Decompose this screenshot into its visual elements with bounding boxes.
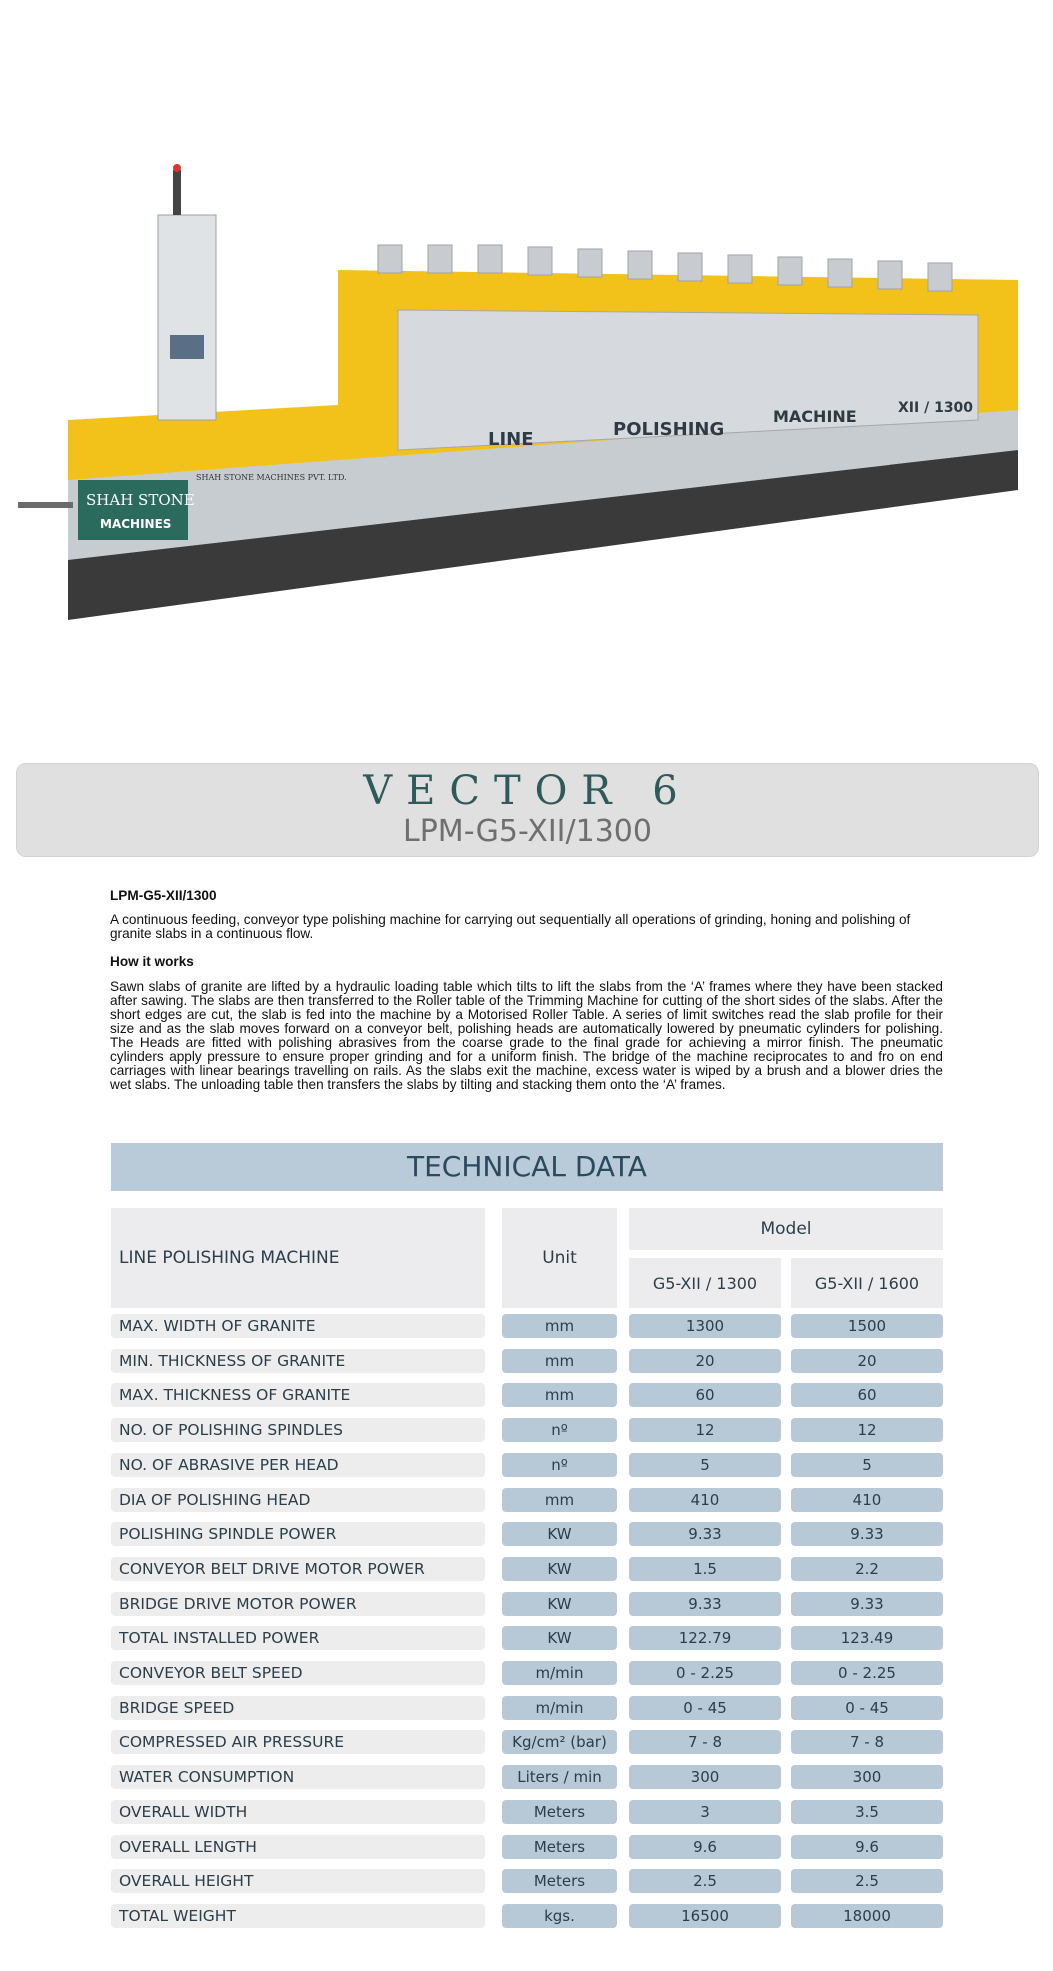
row-unit: kgs. [502,1904,617,1928]
panel-text-polishing: POLISHING [613,419,725,440]
row-value-1600: 300 [791,1765,943,1789]
row-value-1300: 3 [629,1800,781,1824]
header-machine-label: LINE POLISHING MACHINE [111,1208,485,1308]
row-value-1300: 16500 [629,1904,781,1928]
row-value-1600: 7 - 8 [791,1730,943,1754]
header-unit: Unit [502,1208,617,1308]
panel-text-machine: MACHINE [773,407,857,426]
row-label: OVERALL HEIGHT [111,1869,485,1893]
row-unit: KW [502,1522,617,1546]
row-value-1600: 0 - 45 [791,1696,943,1720]
panel-text-model: XII / 1300 [898,400,974,416]
row-unit: m/min [502,1661,617,1685]
row-value-1300: 1.5 [629,1557,781,1581]
row-label: CONVEYOR BELT DRIVE MOTOR POWER [111,1557,485,1581]
company-name: SHAH STONE MACHINES PVT. LTD. [196,473,347,482]
row-unit: Meters [502,1869,617,1893]
row-value-1300: 9.6 [629,1835,781,1859]
how-it-works-text: Sawn slabs of granite are lifted by a hydraulic loading table which tilts to lift the slabs from the ‘A’ frames where they have been stacked after sawing. The slabs are then transferred to the Roller table of the Trimming Machine for cutting of the short sides of the slabs. After the short edges are cut, the slab is fed into the machine by a Motorised Roller Table. A series of limit switches read the slab profile for their size and as the slab moves forward on a conveyor belt, polishing heads are automatically lowered by pneumatic cylinders for polishing. The Heads are fitted with polishing abrasives from the coarse grade to the final grade for achieving a mirror finish. The pneumatic cylinders apply pressure to ensure proper grinding and for a uniform finish. The bridge of the machine reciprocates to and fro on end carriages with linear bearings travelling on rails. As the slabs exit the machine, excess water is wiped by a brush and a blower dries the wet slabs. The unloading table then transfers the slabs by tilting and stacking them onto the ‘A’ frames. [110,979,943,1092]
row-value-1600: 5 [791,1453,943,1477]
row-value-1600: 0 - 2.25 [791,1661,943,1685]
row-label: COMPRESSED AIR PRESSURE [111,1730,485,1754]
logo-text-top: SHAH STONE [86,491,195,509]
row-value-1600: 2.2 [791,1557,943,1581]
row-value-1600: 9.6 [791,1835,943,1859]
model-name: VECTOR 6 [363,768,692,814]
description-code: LPM-G5-XII/1300 [110,888,217,903]
row-unit: Kg/cm² (bar) [502,1730,617,1754]
row-value-1300: 12 [629,1418,781,1442]
row-value-1600: 1500 [791,1314,943,1338]
row-label: CONVEYOR BELT SPEED [111,1661,485,1685]
row-value-1300: 410 [629,1488,781,1512]
row-value-1600: 20 [791,1349,943,1373]
header-col-g5-1600: G5-XII / 1600 [791,1258,943,1308]
row-label: MIN. THICKNESS OF GRANITE [111,1349,485,1373]
row-value-1600: 9.33 [791,1592,943,1616]
model-code: LPM-G5-XII/1300 [403,814,652,849]
row-label: MAX. THICKNESS OF GRANITE [111,1383,485,1407]
row-value-1300: 0 - 45 [629,1696,781,1720]
row-value-1300: 7 - 8 [629,1730,781,1754]
row-unit: mm [502,1383,617,1407]
row-label: BRIDGE SPEED [111,1696,485,1720]
row-unit: mm [502,1349,617,1373]
row-value-1600: 9.33 [791,1522,943,1546]
title-banner [16,763,1039,857]
row-value-1300: 9.33 [629,1522,781,1546]
row-value-1600: 12 [791,1418,943,1442]
machine-illustration [18,150,1038,630]
panel-text-line: LINE [488,429,534,450]
row-value-1300: 122.79 [629,1626,781,1650]
row-unit: KW [502,1557,617,1581]
row-label: BRIDGE DRIVE MOTOR POWER [111,1592,485,1616]
how-it-works-heading: How it works [110,954,194,969]
row-label: NO. OF POLISHING SPINDLES [111,1418,485,1442]
row-unit: Meters [502,1800,617,1824]
row-value-1600: 2.5 [791,1869,943,1893]
technical-data-title: TECHNICAL DATA [111,1143,943,1191]
row-value-1300: 300 [629,1765,781,1789]
row-unit: KW [502,1626,617,1650]
row-unit: mm [502,1488,617,1512]
row-unit: KW [502,1592,617,1616]
row-label: TOTAL INSTALLED POWER [111,1626,485,1650]
logo-text-bottom: MACHINES [100,517,172,531]
row-value-1300: 20 [629,1349,781,1373]
row-value-1600: 123.49 [791,1626,943,1650]
row-value-1300: 60 [629,1383,781,1407]
row-unit: Meters [502,1835,617,1859]
row-unit: mm [502,1314,617,1338]
row-value-1300: 1300 [629,1314,781,1338]
row-unit: nº [502,1453,617,1477]
row-value-1300: 5 [629,1453,781,1477]
row-value-1600: 410 [791,1488,943,1512]
row-value-1600: 60 [791,1383,943,1407]
row-value-1600: 18000 [791,1904,943,1928]
row-unit: m/min [502,1696,617,1720]
row-label: OVERALL LENGTH [111,1835,485,1859]
row-label: WATER CONSUMPTION [111,1765,485,1789]
row-label: MAX. WIDTH OF GRANITE [111,1314,485,1338]
row-label: TOTAL WEIGHT [111,1904,485,1928]
header-col-g5-1300: G5-XII / 1300 [629,1258,781,1308]
description-intro: A continuous feeding, conveyor type polishing machine for carrying out sequentially all operations of grinding, honing and polishing of granite slabs in a continuous flow. [110,912,911,941]
row-unit: Liters / min [502,1765,617,1789]
header-model: Model [629,1208,943,1250]
row-value-1300: 0 - 2.25 [629,1661,781,1685]
row-label: NO. OF ABRASIVE PER HEAD [111,1453,485,1477]
row-unit: nº [502,1418,617,1442]
row-value-1300: 2.5 [629,1869,781,1893]
row-label: POLISHING SPINDLE POWER [111,1522,485,1546]
row-value-1300: 9.33 [629,1592,781,1616]
row-label: OVERALL WIDTH [111,1800,485,1824]
row-value-1600: 3.5 [791,1800,943,1824]
row-label: DIA OF POLISHING HEAD [111,1488,485,1512]
